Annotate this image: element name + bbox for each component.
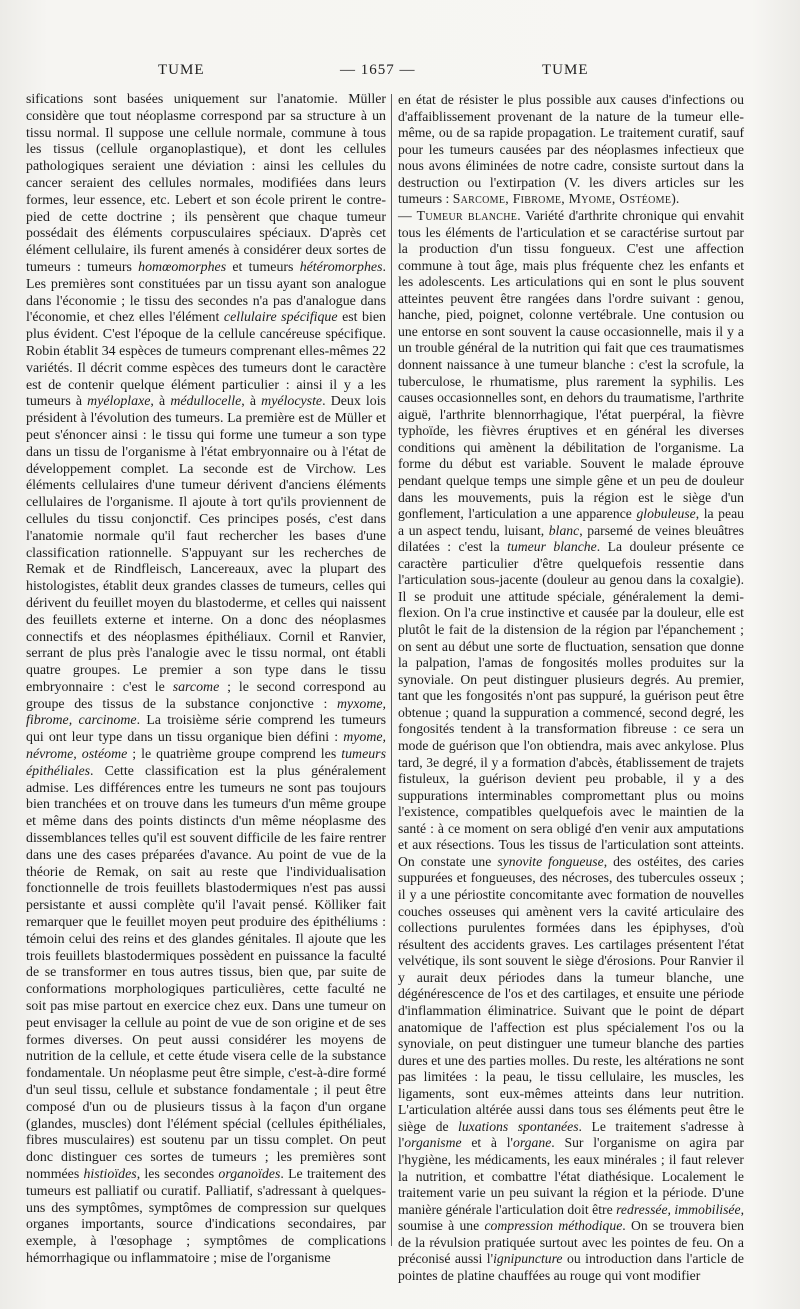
italic-term: sarcome [172,679,220,695]
italic-term: tumeurs épithéliales [26,747,386,779]
text-run: . Cette classification est la plus généralement admise. Les différences entre les tumeurs ne sont pas toujours bien tranchées et on trouve dans les tumeurs d'un même groupe et même dans des points distincts d'un même néoplasme des dissemblances telles qu'il est souvent difficile de les faire rentrer dans une des cases préparées d'avance. Au point de vue de la théorie de Remak, on sait au reste que l'individualisation fonctionnelle de trois feuillets blastodermiques n'est pas aussi persistante et aussi complète qu'il l'avait pensé. Kölliker fait remarquer que le feuillet moyen peut produire des épithéliums : témoin celui des reins et des glandes génitales. Il ajoute que les trois feuillets blastodermiques possèdent en puissance la faculté de se transformer en tous autres tissus, bien que, par suite de conformations morphologiques particulières, cette faculté ne soit pas mise partout en exercice chez eux. Dans une tumeur on peut envisager la cellule au point de vue de son origine et de ses formes diverses. On peut aussi considérer les moyens de nutrition de la cellule, et cette étude visera celle de la substance fondamentale. Un néoplasme peut être simple, c'est-à-dire formé d'un seul tissu, cellule et substance fondamentale ; il peut être composé d'un ou de plusieurs tissus à la façon d'un organe (glandes, muscles) dont l'élément spécial (cellules épithéliales, fibres musculaires) est soutenu par un tissu complet. On peut donc distinguer ces sortes de tumeurs ; les premières sont nommées [26,763,386,1182]
italic-term: blanc [548,522,580,538]
entry-heading: — Tumeur blanche. [398,207,521,223]
italic-term: organe [513,1135,552,1151]
italic-term: hétéromorphes [299,259,383,275]
text-run: . Deux lois président à l'évolution des tumeurs. La première est de Müller et peut s'énoncer ainsi : le tissu qui forme une tumeur a son type dans un tissu de l'organisme à l'état embryonnaire ou à l'état de développement complet. La seconde est de Virchow. Les éléments cellulaires d'une tumeur dérivent d'anciens éléments cellulaires de l'organisme. Il ajoute à tort qu'ils proviennent de cellules du tissu conjonctif. Ces principes posés, c'est dans l'anatomie normale qu'il faut rechercher les bases d'une classification rationnelle. S'appuyant sur les recherches de Remak et de Rindfleisch, Lancereaux, avec la plupart des histologistes, établit deux grandes classes de tumeurs, celles qui dérivent du feuillet moyen du blastoderme, et celles qui naissent des feuillets externe et interne. On a donc des néoplasmes connectifs et des néoplasmes épithéliaux. Cornil et Ranvier, serrant de plus près l'analogie avec le tissu normal, ont établi quatre groupes. Le premier a son type dans le tissu embryonnaire : c'est le [26,394,386,695]
italic-term: myélocyste [261,394,323,410]
text-run: , à [150,394,171,410]
italic-term: compression méthodique [484,1218,623,1234]
italic-term: myxome, fibrome, carcinome [26,696,386,729]
italic-term: myome, névrome, ostéome [26,730,386,763]
text-run: , la peau a un aspect tendu, luisant, [398,506,744,538]
text-run: sifications sont basées uniquement sur l'anatomie. Müller considère que tout néoplasme correspond par sa structure à un tissu normal. Il suppose une cellule normale, commune à tous les tissus (cellule organoplastique), et dont les cellules pathologiques seraient une déviation : ainsi les cellules du cancer seraient des cellules normales, modifiées dans leurs formes, leur essence, etc. Lebert et son école prirent le contre-pied de cette doctrine ; ils pensèrent que chaque tumeur possédait des éléments corpusculaires spéciaux. D'après cet élément cellulaire, ils furent amenés à considérer deux sortes de tumeurs : tumeurs [26,92,386,275]
header-left-title: TUME [158,62,205,78]
italic-term: organoïdes [218,1167,281,1182]
italic-term: myéloplaxe [87,394,151,410]
text-run: . La troisième série comprend les tumeurs qui ont leur type dans un tissu organique bien défini : [26,713,386,746]
text-run: , des ostéites, des caries suppurées et fongueuses, des nécroses, des tubercules osseux ; il y a une périostite concomitante avec formation de nouvelles couches osseuses qui amènent vers la cavité articulaire des collections purulentes formées dans les épiphyses, d'où résultent des accidents graves. Les cartilages présentent l'état velvétique, ils sont souvent le siège d'érosions. Pour Ranvier il y aurait deux périodes dans la tumeur blanche, une dégénérescence de l'os et des cartilages, et ensuite une période d'inflammation éliminatrice. Suivant que le point de départ anatomique de l'affection est plus spécialement l'os ou la synoviale, on peut distinguer une tumeur blanche des parties dures et une des parties molles. Du reste, les altérations ne sont pas limitées : la peau, le tissu cellulaire, les muscles, les ligaments, sont eux-mêmes atteints dans leur nutrition. L'articulation altérée aussi dans tous ses éléments peut être le siège de [398,853,744,1134]
italic-term: organisme [404,1135,462,1151]
left-column [26,92,386,1268]
italic-term: tumeur blanche [507,539,597,555]
text-run: et à l' [461,1135,514,1151]
right-column-paragraph-2 [398,208,744,1285]
text-run: , les secondes [136,1167,219,1182]
text-run: Variété d'arthrite chronique qui envahit tous les éléments de l'articulation et se caractérise surtout par la production d'un tissu fongueux. C'est une affection commune à tout âge, mais plus fréquente chez les enfants et les adolescents. Les articulations qui en sont le plus souvent atteintes peuvent être rangées dans l'ordre suivant : genou, hanche, pied, poignet, colonne vertébrale. Une contusion ou une entorse en sont souvent la cause occasionnelle, mais il y a un trouble général de la nutrition qui fait que ces traumatismes donnent naissance à une tumeur blanche : c'est la scrofule, la tuberculose, le rhumatisme, plus rarement la syphilis. Les causes occasionnelles sont, en dehors du traumatisme, l'arthrite aiguë, l'arthrite blennorrhagique, l'état puerpéral, la fièvre typhoïde, les fièvres éruptives et en général les diverses conditions qui amènent la débilitation de l'organisme. La forme du début est variable. Souvent le malade éprouve pendant quelque temps une simple gêne et un peu de douleur dans les mouvements, puis la région est le siège d'un gonflement, l'articulation a une apparence [398,207,744,522]
text-run: , à [241,394,262,410]
right-column-paragraph-1 [398,92,744,208]
italic-term: homœomorphes [138,259,227,275]
text-run: . On se trouvera bien de la révulsion pratiquée surtout avec les pointes de feu. On a préconisé aussi l' [398,1218,744,1267]
italic-term: histioïdes [83,1167,137,1182]
text-run: . Les premières sont constituées par un tissu ayant son analogue dans l'économie ; le tissu des secondes n'a pas d'analogue dans l'économie, et chez elles l'élément [26,259,386,326]
small-caps-references: Sarcome, Fibrome, Myome, Ostéome [452,191,672,207]
running-header [0,62,800,84]
italic-term: ignipuncture [493,1251,563,1267]
text-run: en état de résister le plus possible aux causes d'infections ou d'affaiblissement provenant de la nature de la tumeur elle-même, ou de sa rapide propagation. Le traitement curatif, sauf pour les tumeurs causées par des néoplasmes infectieux que nous avons éliminées de notre cadre, consiste surtout dans la destruction ou l'extirpation (V. les divers articles sur les tumeurs : [398,92,744,207]
text-run: . Le traitement s'adresse à l' [398,1118,745,1151]
text-run: , parsemé de veines bleuâtres dilatées : c'est la [398,522,744,555]
text-run: . Le traitement des tumeurs est palliatif ou curatif. Palliatif, s'adressant à quelques-uns des symptômes, symptômes de compression sur quelques organes importants, source d'indications secondaires, par exemple, à l'œsophage ; symptômes de complications hémorrhagique ou inflammatoire ; mise de l'organisme [26,1167,386,1266]
text-run: et tumeurs [226,259,300,275]
italic-term: redressée, immobilisée [616,1201,741,1217]
left-column-paragraph [26,92,386,1268]
text-run: ou introduction dans l'article de pointes de platine chauffées au rouge qui vont modifier [398,1251,744,1283]
text-run: ). [671,191,680,207]
italic-term: luxations spontanées [458,1118,579,1134]
italic-term: médullocelle [170,394,242,410]
italic-term: cellulaire spécifique [223,310,338,326]
header-right-title: TUME [542,62,589,78]
right-column [398,92,744,1285]
text-run: est bien plus évident. C'est l'époque de la cellule cancéreuse spécifique. Robin établit 34 espèces de tumeurs comprenant elles-mêmes 22 variétés. Il décrit comme espèces des tumeurs dont le caractère est de contenir quelque élément particulier : ainsi il y a les tumeurs à [26,310,386,410]
text-run: , soumise à une [398,1201,744,1234]
text-run: . La douleur présente ce caractère particulier d'être quelquefois ressentie dans l'articulation sous-jacente (douleur au genou dans la coxalgie). Il se produit une attitude spéciale, généralement la demi-flexion. On l'a crue instinctive et causée par la douleur, elle est plutôt le fait de la distension de la région par l'épanchement ; on sent au début une sorte de fluctuation, sensation que donne la palpation, l'amas de fongosités molles produites sur la synoviale. On peut distinguer plusieurs degrés. Au premier, tant que les fongosités n'ont pas suppuré, la guérison peut être obtenue ; quand la suppuration a commencé, second degré, les fongosités tendent à la transformation fibreuse : ce sera un mode de guérison que l'on obtiendra, mais avec ankylose. Plus tard, 3e degré, il y a formation d'abcès, établissement de trajets fistuleux, la guérison devient peu probable, il y a des suppurations interminables compromettant plus ou moins l'existence, compatibles quelquefois avec le maintien de la santé : à ce moment on sera obligé d'en venir aux amputations et aux résections. Tous les tissus de l'articulation sont atteints. On constate une [398,539,745,869]
text-run: ; le quatrième groupe comprend les [127,747,342,763]
italic-term: synovite fongueuse [497,853,604,869]
text-run: ; le second correspond au groupe des tissus de la substance conjonctive : [26,679,386,712]
column-divider [391,94,392,1246]
page-number: — 1657 — [340,62,416,78]
italic-term: globuleuse [636,506,696,522]
text-run: . Sur l'organisme on agira par l'hygiène, les médicaments, les eaux minérales ; il faut relever la nutrition, et combattre l'état diathésique. Localement le traitement varie un peu suivant la région et la période. D'une manière générale l'articulation doit être [398,1135,744,1217]
